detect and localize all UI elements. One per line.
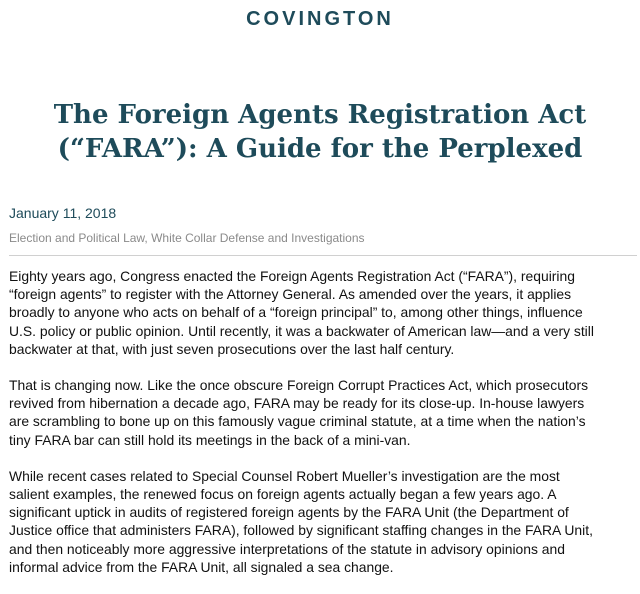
- paragraph-3: [9, 467, 637, 576]
- paragraph-line: backwater at that, with just seven prosecutions over the last half century.: [9, 340, 455, 357]
- paragraph-line: Justice office that administers FARA), followed by significant staffing changes in the FARA Unit,: [9, 522, 593, 539]
- title-line-2: (“FARA”): A Guide for the Perplexed: [57, 134, 583, 164]
- category-tags: Election and Political Law, White Collar Defense and Investigations: [9, 231, 365, 245]
- paragraph-line: tiny FARA bar can still hold its meetings in the back of a mini-van.: [9, 431, 411, 448]
- paragraph-line: That is changing now. Like the once obscure Foreign Corrupt Practices Act, which prosecutors: [9, 377, 589, 394]
- covington-logo: COVINGTON: [246, 8, 394, 30]
- paragraph-line: “foreign agents” to register with the Attorney General. As amended over the years, it applies: [9, 286, 572, 303]
- paragraph-line: informal advice from the FARA Unit, all signaled a sea change.: [9, 558, 394, 575]
- paragraph-line: and then noticeably more aggressive interpretations of the statute in advisory opinions and: [9, 540, 565, 557]
- paragraph-line: salient examples, the renewed focus on foreign agents actually began a few years ago. A: [9, 486, 557, 503]
- publication-date: January 11, 2018: [9, 205, 117, 221]
- paragraph-line: significant uptick in audits of registered foreign agents by the FARA Unit (the Department of: [9, 504, 569, 521]
- divider: [9, 255, 637, 256]
- paragraph-line: While recent cases related to Special Counsel Robert Mueller’s investigation are the most: [9, 467, 560, 484]
- paragraph-1: [9, 267, 637, 358]
- paragraph-2: [9, 376, 637, 449]
- paragraph-line: broadly to anyone who acts on behalf of a “foreign principal” to, among other things, influence: [9, 304, 583, 321]
- paragraph-line: are scrambling to bone up on this famously vague criminal statute, at a time when the nation’s: [9, 413, 586, 430]
- page-title: [20, 98, 620, 166]
- paragraph-line: revived from hibernation a decade ago, FARA may be ready for its close-up. In-house lawyers: [9, 395, 585, 412]
- paragraph-line: Eighty years ago, Congress enacted the Foreign Agents Registration Act (“FARA”), requiring: [9, 268, 575, 284]
- title-line-1: The Foreign Agents Registration Act: [53, 100, 587, 130]
- article-body: [9, 267, 637, 594]
- paragraph-line: U.S. policy or public opinion. Until recently, it was a backwater of American law—and a very still: [9, 322, 594, 339]
